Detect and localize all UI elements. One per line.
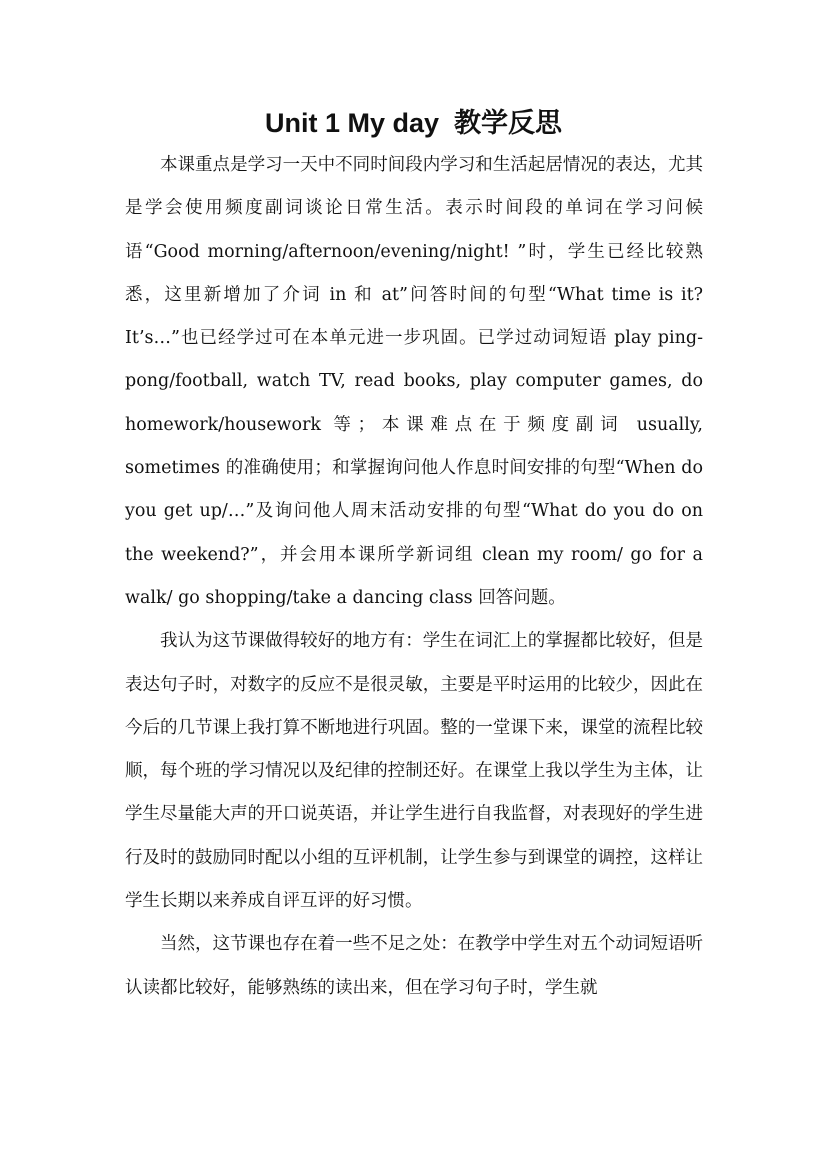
paragraph-1: 本课重点是学习一天中不同时间段内学习和生活起居情况的表达，尤其是学会使用频度副词谈论日常生活。表示时间段的单词在学习问候语“Good morning/afternoon/evening/night! ”时，学生已经比较熟悉，这里新增加了介词 in 和 at”问答时间的句型“What time is it? It’s…”也已经学过可在本单元进一步巩固。已学过动词短语 play ping-pong/football, watch TV, read books, play computer games, do homework/housework 等；本课难点在于频度副词 usually, sometimes 的准确使用；和掌握询问他人作息时间安排的句型“When do you get up/…”及询问他人周末活动安排的句型“What do you do on the weekend?”，并会用本课所学新词组 clean my room/ go for a walk/ go shopping/take a dancing class 回答问题。 xyxy=(125,155,703,608)
paragraph-2: 我认为这节课做得较好的地方有：学生在词汇上的掌握都比较好，但是表达句子时，对数字的反应不是很灵敏，主要是平时运用的比较少，因此在今后的几节课上我打算不断地进行巩固。整的一堂课下来，课堂的流程比较顺，每个班的学习情况以及纪律的控制还好。在课堂上我以学生为主体，让学生尽量能大声的开口说英语，并让学生进行自我监督，对表现好的学生进行及时的鼓励同时配以小组的互评机制，让学生参与到课堂的调控，这样让学生长期以来养成自评互评的好习惯。 xyxy=(125,631,703,912)
document-body xyxy=(125,144,703,1010)
paragraph-3: 当然，这节课也存在着一些不足之处：在教学中学生对五个动词短语听认读都比较好，能够熟练的读出来，但在学习句子时，学生就 xyxy=(125,934,703,998)
document-title: Unit 1 My day 教学反思 xyxy=(264,108,563,138)
